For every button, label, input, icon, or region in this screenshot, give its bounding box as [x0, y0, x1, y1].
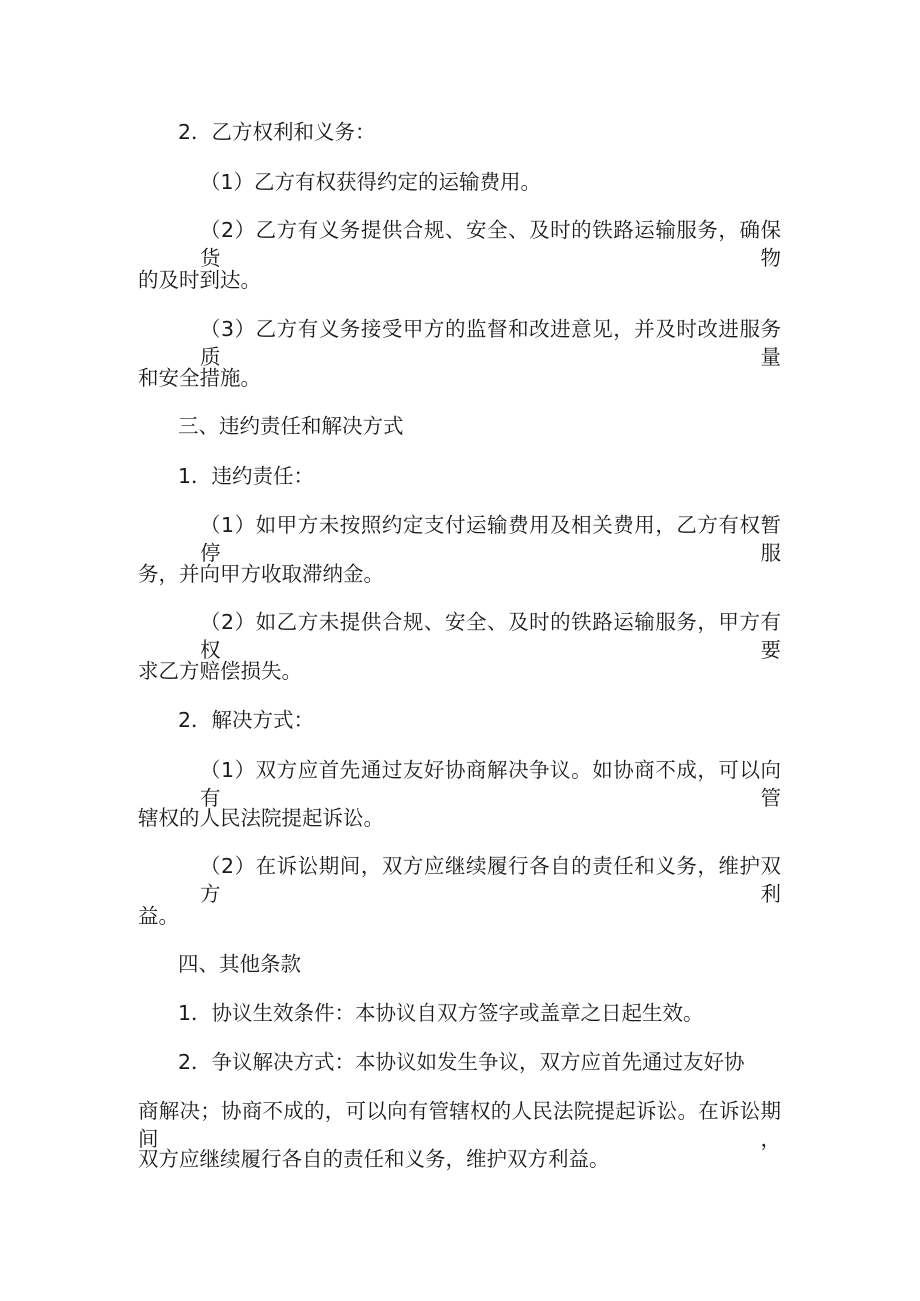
paragraph-line: （1）如甲方未按照约定支付运输费用及相关费用，乙方有权暂停服	[200, 513, 781, 565]
paragraph-line: 的及时到达。	[138, 268, 261, 292]
paragraph-line: （2）如乙方未提供合规、安全、及时的铁路运输服务，甲方有权要	[200, 610, 781, 662]
paragraph-line: 1．协议生效条件：本协议自双方签字或盖章之日起生效。	[178, 1001, 704, 1025]
subsection-heading: 2．解决方式：	[178, 708, 315, 732]
paragraph-line: 商解决；协商不成的，可以向有管辖权的人民法院提起诉讼。在诉讼期间，	[138, 1099, 781, 1151]
paragraph-line: （3）乙方有义务接受甲方的监督和改进意见，并及时改进服务质量	[200, 317, 781, 369]
paragraph-line: 辖权的人民法院提起诉讼。	[138, 806, 384, 830]
paragraph-line: 求乙方赔偿损失。	[138, 659, 302, 683]
paragraph-line: （1）乙方有权获得约定的运输费用。	[200, 170, 542, 194]
paragraph-line: 2．争议解决方式：本协议如发生争议，双方应首先通过友好协	[178, 1050, 745, 1074]
paragraph-line: （1）双方应首先通过友好协商解决争议。如协商不成，可以向有管	[200, 758, 781, 810]
paragraph-line: 益。	[138, 904, 179, 928]
subsection-heading: 1．违约责任：	[178, 464, 315, 488]
paragraph-line: 和安全措施。	[138, 366, 261, 390]
paragraph-line: （2）在诉讼期间，双方应继续履行各自的责任和义务，维护双方利	[200, 854, 781, 906]
paragraph-line: 务，并向甲方收取滞纳金。	[138, 562, 384, 586]
section-heading: 四、其他条款	[178, 952, 301, 976]
subsection-heading: 2．乙方权利和义务：	[178, 120, 376, 144]
section-heading: 三、违约责任和解决方式	[178, 414, 404, 438]
paragraph-line: （2）乙方有义务提供合规、安全、及时的铁路运输服务，确保货物	[200, 218, 781, 270]
paragraph-line: 双方应继续履行各自的责任和义务，维护双方利益。	[138, 1147, 610, 1171]
